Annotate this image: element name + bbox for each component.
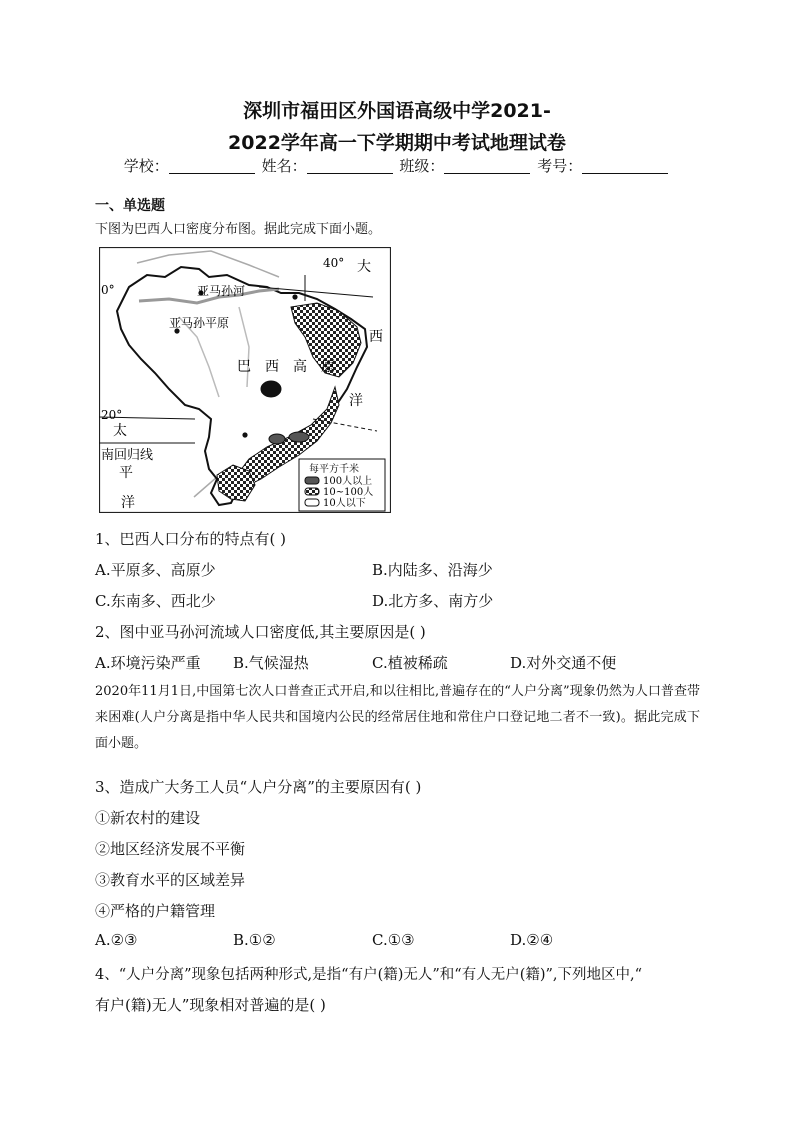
q3-statement-4: ④严格的户籍管理	[95, 902, 216, 920]
exam-number-label: 考号：	[537, 157, 583, 175]
map-label-yang2: 洋	[121, 495, 135, 511]
question-1-stem: 1、巴西人口分布的特点有( )	[95, 530, 287, 548]
map-label-tai: 太	[113, 423, 127, 439]
question-4-stem-line2: 有户(籍)无人”现象相对普遍的是( )	[95, 996, 326, 1014]
dense-core-3	[261, 381, 281, 397]
exam-number-blank[interactable]	[582, 159, 668, 174]
q1-option-d[interactable]: D.北方多、南方少	[372, 592, 494, 610]
q3-statement-3: ③教育水平的区域差异	[95, 871, 246, 889]
legend-item-high: 100人以上	[323, 476, 373, 487]
map-label-xi: 西	[369, 329, 383, 345]
q3-option-b[interactable]: B.①②	[233, 931, 276, 949]
q2-option-c[interactable]: C.植被稀疏	[372, 654, 448, 672]
exam-title-line2: 2022学年高一下学期期中考试地理试卷	[228, 132, 566, 154]
map-label-40deg: 40°	[323, 256, 345, 270]
q2-option-d[interactable]: D.对外交通不便	[510, 654, 617, 672]
q3-statement-1: ①新农村的建设	[95, 809, 201, 827]
question-4-stem-line1: 4、“人户分离”现象包括两种形式,是指“有户(籍)无人”和“有人无户(籍)”,下列地区中,“	[95, 967, 643, 983]
dense-core-1	[289, 432, 309, 442]
map-label-yang: 洋	[349, 393, 363, 409]
class-blank[interactable]	[444, 159, 530, 174]
q1-option-b[interactable]: B.内陆多、沿海少	[372, 561, 493, 579]
student-info-row	[0, 155, 794, 176]
city-dot	[242, 432, 247, 437]
q1-option-a[interactable]: A.平原多、高原少	[95, 561, 216, 579]
section-intro: 下图为巴西人口密度分布图。据此完成下面小题。	[95, 222, 382, 237]
section-heading: 一、单选题	[95, 198, 165, 214]
exam-title-line1: 深圳市福田区外国语高级中学2021-	[243, 100, 551, 122]
school-blank[interactable]	[169, 159, 255, 174]
map-label-tropic: 南回归线	[101, 448, 154, 463]
question-3-stem: 3、造成广大务工人员“人户分离”的主要原因有( )	[95, 778, 422, 796]
q2-option-a[interactable]: A.环境污染严重	[95, 654, 201, 672]
q2-option-b[interactable]: B.气候湿热	[233, 654, 309, 672]
map-label-0deg: 0°	[101, 283, 115, 297]
map-label-ping: 平	[119, 465, 133, 481]
q1-option-c[interactable]: C.东南多、西北少	[95, 592, 216, 610]
school-label: 学校：	[123, 157, 169, 175]
legend-item-low: 10人以下	[323, 498, 366, 509]
dense-core-2	[269, 434, 285, 444]
map-label-da: 大	[357, 259, 371, 275]
q3-option-a[interactable]: A.②③	[95, 931, 138, 949]
map-label-20deg: 20°	[101, 408, 123, 422]
name-label: 姓名：	[261, 157, 307, 175]
brazil-population-map	[99, 247, 391, 513]
map-label-brazil-plateau: 巴 西 高 原	[237, 359, 335, 375]
q3-option-d[interactable]: D.②④	[510, 931, 554, 949]
q3-statement-2: ②地区经济发展不平衡	[95, 840, 246, 858]
legend-title: 每平方千米	[309, 464, 359, 475]
name-blank[interactable]	[307, 159, 393, 174]
map-label-amazon-river: 亚马孙河	[197, 284, 246, 298]
legend-item-mid: 10~100人	[323, 487, 374, 498]
q3-option-c[interactable]: C.①③	[372, 931, 415, 949]
question-2-stem: 2、图中亚马孙河流域人口密度低,其主要原因是( )	[95, 623, 426, 641]
map-label-amazon-plain: 亚马孙平原	[169, 316, 230, 330]
city-dot	[292, 294, 297, 299]
map-legend	[299, 459, 385, 511]
class-label: 班级：	[399, 157, 445, 175]
passage-census: 2020年11月1日,中国第七次人口普查正式开启,和以往相比,普遍存在的“人户分离”现象仍然为人口普查带来困难(人户分离是指中华人民共和国境内公民的经常居住地和常住户口登记地二者不一致)。据此完成下面小题。	[95, 684, 700, 751]
